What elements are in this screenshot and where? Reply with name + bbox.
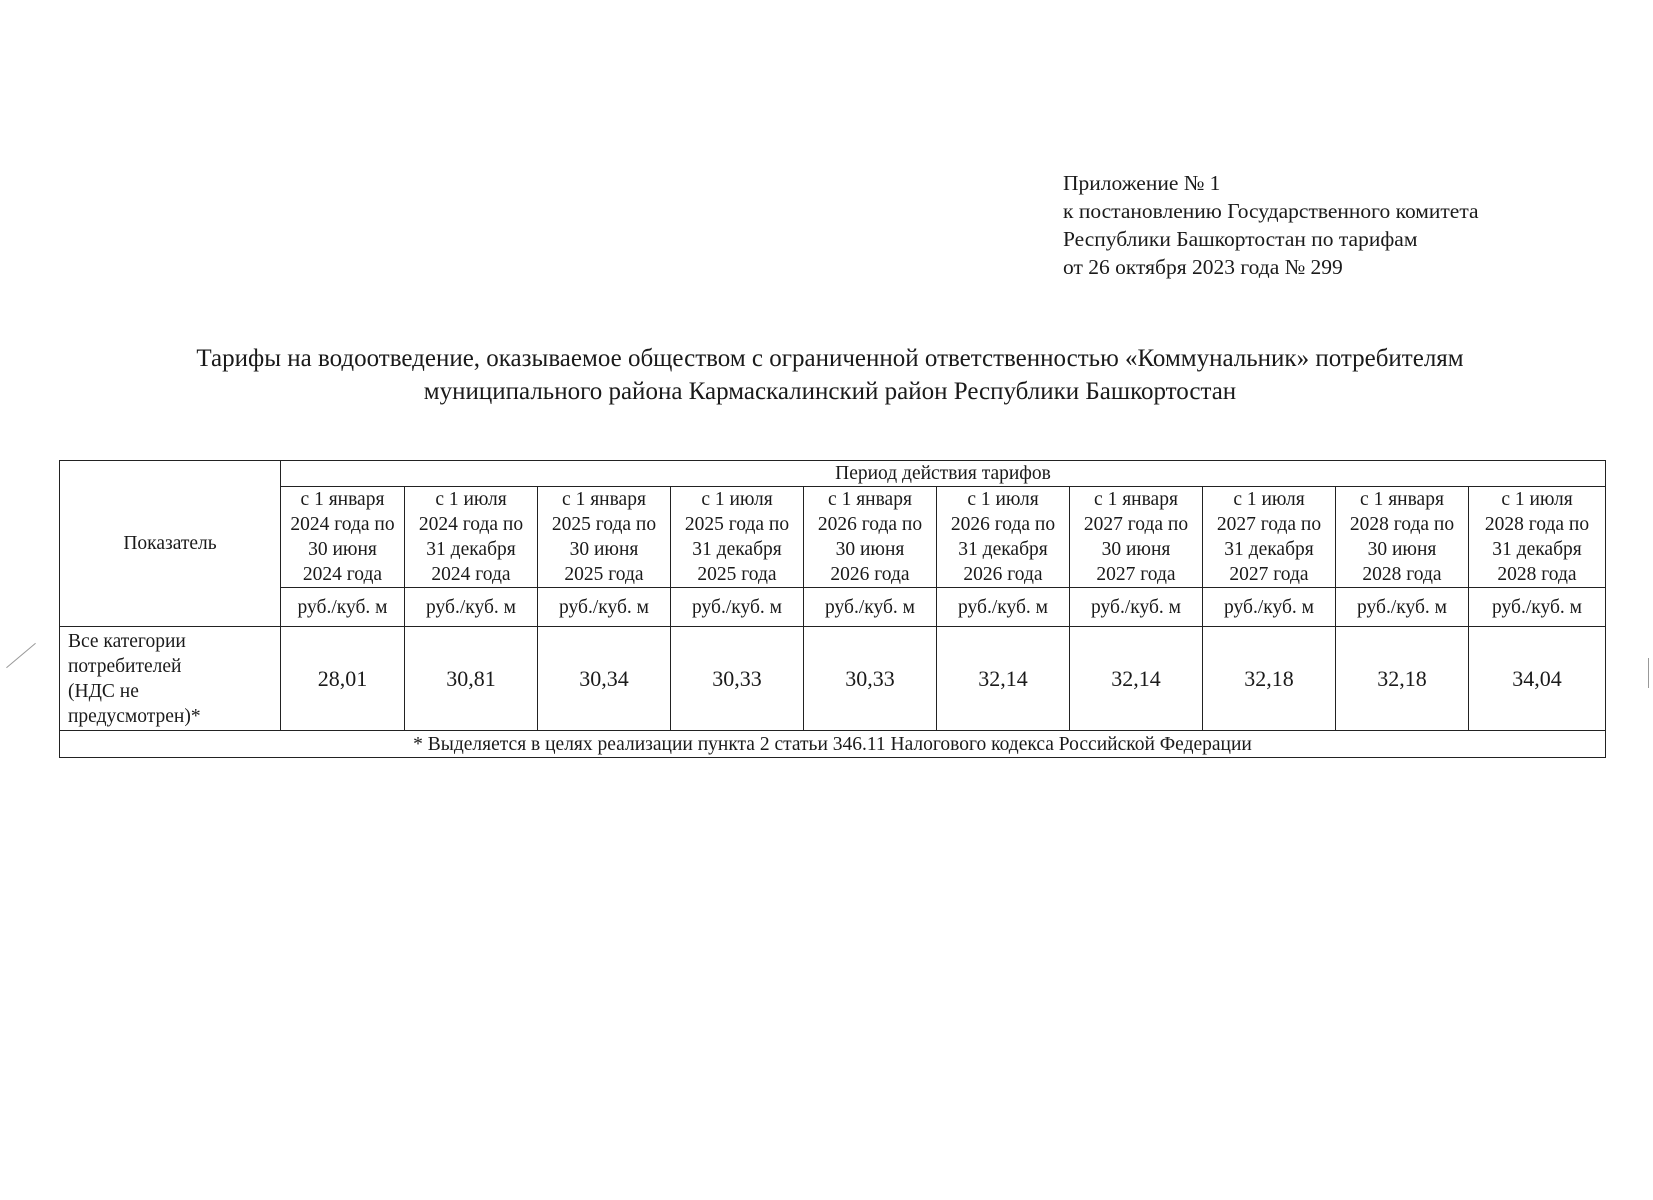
unit-cell: руб./куб. м (538, 588, 671, 627)
period-cell: с 1 июля 2024 года по 31 декабря 2024 года (405, 487, 538, 588)
tariff-value: 32,18 (1336, 627, 1469, 731)
unit-cell: руб./куб. м (1070, 588, 1203, 627)
scan-mark (1648, 658, 1649, 688)
period-cell: с 1 января 2024 года по 30 июня 2024 года (281, 487, 405, 588)
tariff-value: 30,33 (671, 627, 804, 731)
tariff-value: 28,01 (281, 627, 405, 731)
tariffs-table (59, 460, 1606, 758)
tariff-value: 32,14 (937, 627, 1070, 731)
tariff-value: 30,33 (804, 627, 937, 731)
unit-cell: руб./куб. м (281, 588, 405, 627)
tariff-value: 30,81 (405, 627, 538, 731)
indicator-header: Показатель (60, 461, 281, 627)
title-line: Тарифы на водоотведение, оказываемое обществом с ограниченной ответственностью «Коммунальник» потребителям (196, 345, 1464, 372)
tariff-value: 32,14 (1070, 627, 1203, 731)
header-row-units (60, 588, 1606, 627)
period-cell: с 1 июля 2027 года по 31 декабря 2027 года (1203, 487, 1336, 588)
period-cell: с 1 января 2025 года по 30 июня 2025 года (538, 487, 671, 588)
unit-cell: руб./куб. м (1336, 588, 1469, 627)
header-row-dates (60, 487, 1606, 588)
footnote-row (60, 731, 1606, 758)
unit-cell: руб./куб. м (937, 588, 1070, 627)
unit-cell: руб./куб. м (405, 588, 538, 627)
unit-cell: руб./куб. м (1203, 588, 1336, 627)
appendix-line: Республики Башкортостан по тарифам (1063, 227, 1418, 251)
period-cell: с 1 января 2026 года по 30 июня 2026 года (804, 487, 937, 588)
title-line: муниципального района Кармаскалинский район Республики Башкортостан (423, 378, 1237, 405)
period-header: Период действия тарифов (281, 461, 1606, 487)
tariff-value: 32,18 (1203, 627, 1336, 731)
period-cell: с 1 января 2027 года по 30 июня 2027 года (1070, 487, 1203, 588)
period-cell: с 1 июля 2025 года по 31 декабря 2025 года (671, 487, 804, 588)
scan-mark (6, 643, 36, 668)
appendix-block (1063, 169, 1479, 281)
table-row (60, 627, 1606, 731)
tariff-value: 34,04 (1469, 627, 1606, 731)
appendix-line: Приложение № 1 (1063, 171, 1221, 195)
period-cell: с 1 июля 2028 года по 31 декабря 2028 года (1469, 487, 1606, 588)
period-cell: с 1 января 2028 года по 30 июня 2028 года (1336, 487, 1469, 588)
appendix-line: к постановлению Государственного комитета (1063, 199, 1479, 223)
footnote: * Выделяется в целях реализации пункта 2 статьи 346.11 Налогового кодекса Российской Федерации (60, 731, 1606, 758)
appendix-line: от 26 октября 2023 года № 299 (1063, 255, 1343, 279)
document-title (60, 342, 1600, 408)
row-label: Все категории потребителей (НДС не предусмотрен)* (60, 627, 281, 731)
unit-cell: руб./куб. м (804, 588, 937, 627)
unit-cell: руб./куб. м (1469, 588, 1606, 627)
header-row-period (60, 461, 1606, 487)
unit-cell: руб./куб. м (671, 588, 804, 627)
tariff-value: 30,34 (538, 627, 671, 731)
period-cell: с 1 июля 2026 года по 31 декабря 2026 года (937, 487, 1070, 588)
